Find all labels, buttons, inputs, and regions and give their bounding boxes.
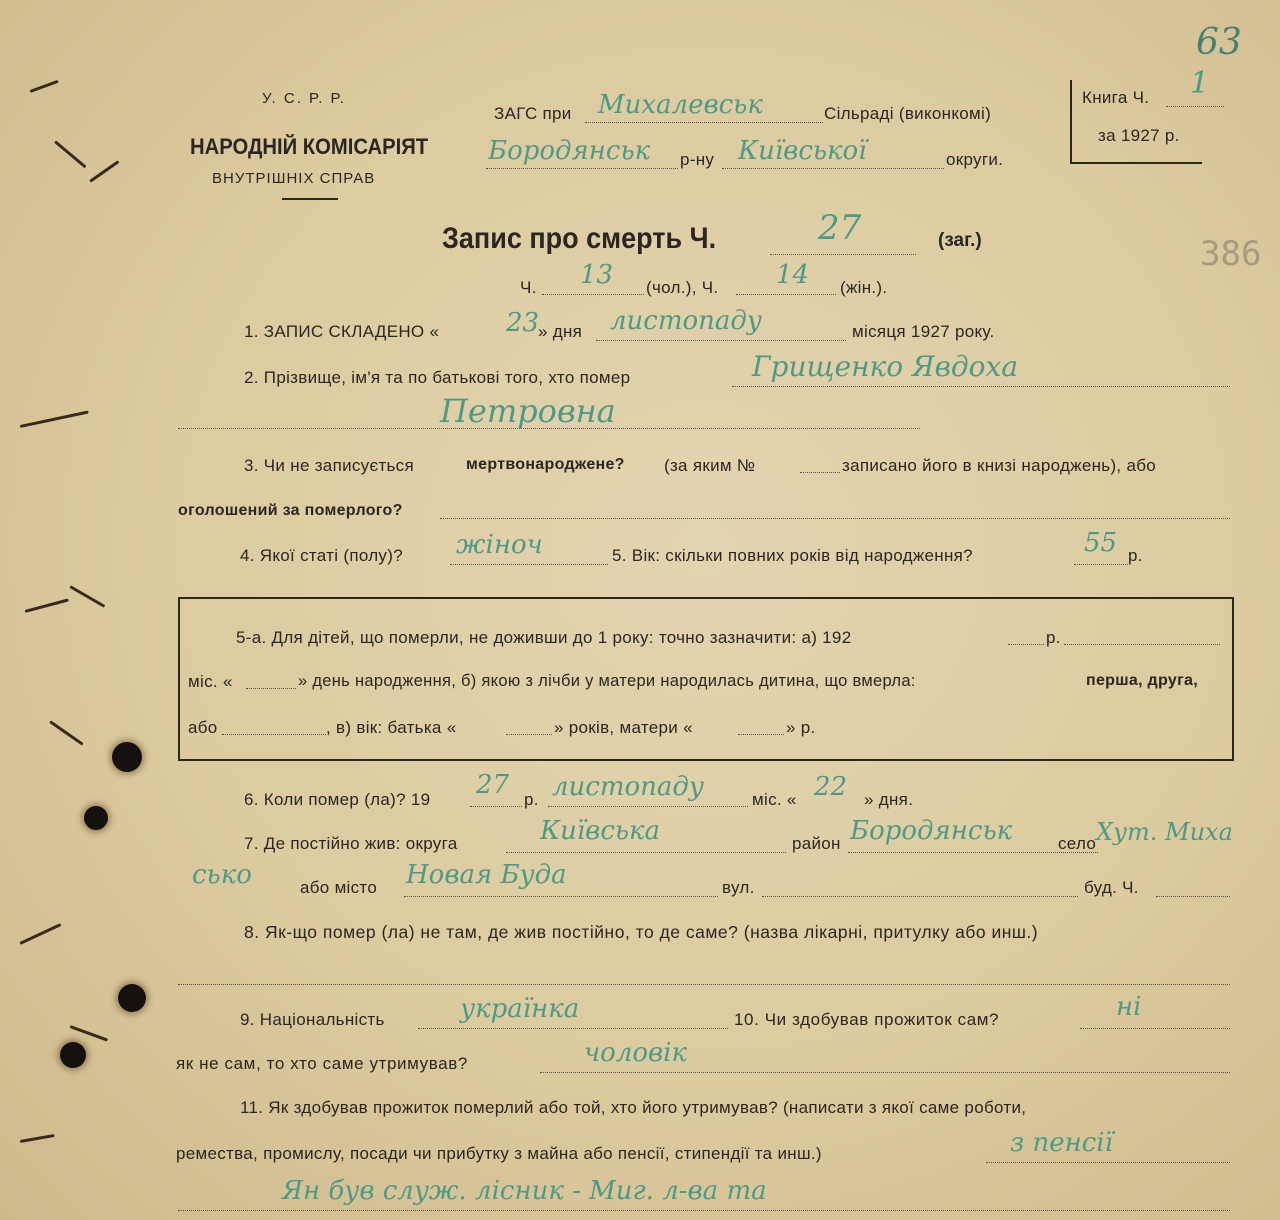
- item9-nat-value: українка: [460, 994, 580, 1024]
- male-no-value: 13: [580, 260, 614, 290]
- item7-abo-misto: або місто: [300, 878, 378, 897]
- zags-prefix: ЗАГС при: [494, 104, 572, 123]
- item5a-line3: , в) вік: батька «: [326, 718, 457, 737]
- item6-label: 6. Коли помер (ла)? 19: [244, 790, 431, 809]
- record-zag: (заг.): [938, 230, 982, 251]
- zags-village-line: [585, 122, 823, 123]
- paper-tear: [20, 410, 89, 427]
- item7-vul: вул.: [722, 878, 755, 897]
- item1-day-value: 23: [506, 308, 540, 338]
- rayon-value: Бородянськ: [488, 136, 651, 166]
- zags-village-value: Михалевськ: [598, 90, 763, 120]
- item1-label: 1. ЗАПИС СКЛАДЕНО «: [244, 322, 440, 341]
- paper-tear: [25, 598, 69, 613]
- item6-day-value: 22: [814, 772, 848, 802]
- punch-hole: [60, 1042, 86, 1068]
- paper-tear: [69, 1025, 108, 1041]
- paper-tear: [20, 1134, 55, 1143]
- item3-d: записано його в книзі народжень), або: [842, 456, 1157, 475]
- item7-rayon-value: Бородянськ: [850, 816, 1013, 846]
- punch-hole: [84, 806, 108, 830]
- item5a-abo-line: [222, 734, 326, 735]
- item9-label: 9. Національність: [240, 1010, 385, 1029]
- rayon-line: [486, 168, 678, 169]
- item7-cont-value: сько: [192, 860, 252, 890]
- item11-label: 11. Як здобував прожиток померлий або той, хто його утримував? (написати з якої саме роботи,: [240, 1098, 1027, 1117]
- paper-tear: [19, 923, 61, 945]
- item5a-father-line: [506, 734, 552, 735]
- item2-label: 2. Прізвище, ім'я та по батькові того, хто помер: [244, 368, 631, 387]
- item7-okruha-value: Київська: [540, 816, 661, 846]
- item11-line2-dots: [986, 1162, 1230, 1163]
- item10-b-value: чоловік: [584, 1038, 688, 1068]
- male-ch-label: Ч.: [520, 278, 537, 297]
- item5a-mother-line: [738, 734, 784, 735]
- paper-tear: [29, 80, 58, 93]
- item1-dnya: » дня: [538, 322, 583, 341]
- item5a-mis-line: [246, 688, 296, 689]
- item6-year-value: 27: [476, 770, 510, 800]
- item7-vul-line: [762, 896, 1078, 897]
- item1-suffix: місяця 1927 року.: [852, 322, 995, 341]
- book-no-value: 1: [1190, 66, 1210, 101]
- item1-month-value: листопаду: [610, 306, 762, 336]
- item8-label: 8. Як-що помер (ла) не там, де жив постійно, то де саме? (назва лікарні, притулку або инш.): [244, 922, 1039, 942]
- item7-bud-line: [1156, 896, 1230, 897]
- paper-tear: [49, 720, 83, 745]
- item7-selo: село: [1058, 834, 1097, 853]
- item6-month-line: [548, 806, 748, 807]
- zags-suffix: Сільраді (виконкомі): [824, 104, 992, 123]
- item7-misto-line: [404, 896, 718, 897]
- female-no-line: [736, 294, 836, 295]
- record-no-line: [770, 254, 916, 255]
- item6-year-line: [470, 806, 522, 807]
- female-label: (жін.).: [840, 278, 888, 297]
- item6-mis: міс. «: [752, 790, 797, 809]
- item5a-line1-rest: [1064, 644, 1220, 645]
- item4-sex-line: [450, 564, 608, 565]
- item7-bud: буд. Ч.: [1084, 878, 1139, 897]
- item11-line2: ремества, промислу, посади чи прибутку з майна або пенсії, стипендії та инш.): [176, 1144, 822, 1163]
- record-title: Запис про смерть Ч.: [442, 222, 717, 255]
- page-number: 63: [1196, 22, 1242, 63]
- item11-line3-dots: [178, 1210, 1230, 1211]
- item5a-mis: міс. «: [188, 672, 233, 691]
- item10-ans-value: ні: [1116, 992, 1142, 1022]
- item5-age-value: 55: [1084, 528, 1118, 558]
- item7-label: 7. Де постійно жив: округа: [244, 834, 458, 853]
- punch-hole: [118, 984, 146, 1012]
- item6-r: р.: [524, 790, 539, 809]
- item5-r: р.: [1128, 546, 1143, 565]
- paper-tear: [54, 140, 87, 168]
- item6-month-value: листопаду: [552, 772, 704, 802]
- ussr-label: У. С. Р. Р.: [262, 90, 346, 107]
- item7-okruha-line: [506, 852, 786, 853]
- male-label: (чол.), Ч.: [646, 278, 719, 297]
- item7-misto-value: Новая Буда: [406, 860, 567, 890]
- book-no-line: [1166, 106, 1224, 107]
- item5a-r: р.: [1046, 628, 1061, 647]
- year-label: за 1927 р.: [1098, 126, 1180, 145]
- female-no-value: 14: [776, 260, 810, 290]
- item3-c: (за яким №: [664, 456, 756, 475]
- header-divider: [282, 198, 338, 200]
- item7-rayon: район: [792, 834, 841, 853]
- item5a-line2a: » день народження, б) якою з лічби у матери народилась дитина, що вмерла:: [298, 672, 916, 690]
- item3-stillborn: мертвонароджене?: [466, 456, 625, 473]
- item10-ans-line: [1080, 1028, 1230, 1029]
- internal-affairs-label: ВНУТРІШНІХ СПРАВ: [212, 170, 376, 187]
- item5a-line3b: » років, матери «: [554, 718, 693, 737]
- male-no-line: [542, 294, 644, 295]
- item3-a: 3. Чи не записується: [244, 456, 414, 475]
- item3-declared-dead: оголошений за померлого?: [178, 502, 403, 519]
- item10-b-line: [540, 1072, 1230, 1073]
- item3-no-line: [800, 472, 840, 473]
- item5-label: 5. Вік: скільки повних років від народження?: [612, 546, 973, 565]
- item7-selo-value: Хут. Миха: [1096, 818, 1233, 846]
- item5a-abo: або: [188, 718, 218, 737]
- item5-age-line: [1074, 564, 1128, 565]
- okruha-label: округи.: [946, 150, 1004, 169]
- okruha-line: [722, 168, 944, 169]
- item5a-line2b: перша, друга,: [1086, 672, 1198, 689]
- item10-label: 10. Чи здобував прожиток сам?: [734, 1010, 1000, 1029]
- item2-name-line: [732, 386, 1230, 387]
- commissariat-title: НАРОДНІЙ КОМІСАРІЯТ: [190, 134, 429, 159]
- item5a-line3c: » р.: [786, 718, 816, 737]
- paper-tear: [69, 585, 105, 608]
- stamp-number: 386: [1200, 234, 1262, 274]
- item9-nat-line: [418, 1028, 728, 1029]
- rayon-label: р-ну: [680, 150, 715, 169]
- item11-value2: Ян був служ. лісник - Миг. л-ва та: [282, 1176, 767, 1206]
- item6-dnya: » дня.: [864, 790, 914, 809]
- book-label: Книга Ч.: [1082, 88, 1150, 107]
- item1-month-line: [596, 340, 846, 341]
- item8-line: [178, 984, 1230, 985]
- paper-tear: [89, 160, 119, 183]
- item4-sex-value: жіноч: [456, 530, 543, 560]
- item2-patronymic-value: Петровна: [440, 392, 616, 430]
- item3-declared-line: [440, 518, 1230, 519]
- item4-label: 4. Якої статі (полу)?: [240, 546, 403, 565]
- item10-b-label: як не сам, то хто саме утримував?: [176, 1054, 468, 1073]
- item2-name-value: Грищенко Явдоха: [752, 350, 1019, 383]
- item5a-line1: 5-а. Для дітей, що померли, не доживши до 1 року: точно зазначити: а) 192: [236, 628, 852, 647]
- record-no-value: 27: [818, 208, 862, 248]
- item5a-year-line: [1008, 644, 1044, 645]
- okruha-value: Київської: [738, 136, 867, 166]
- item11-value1: з пенсії: [1010, 1128, 1113, 1158]
- punch-hole: [112, 742, 142, 772]
